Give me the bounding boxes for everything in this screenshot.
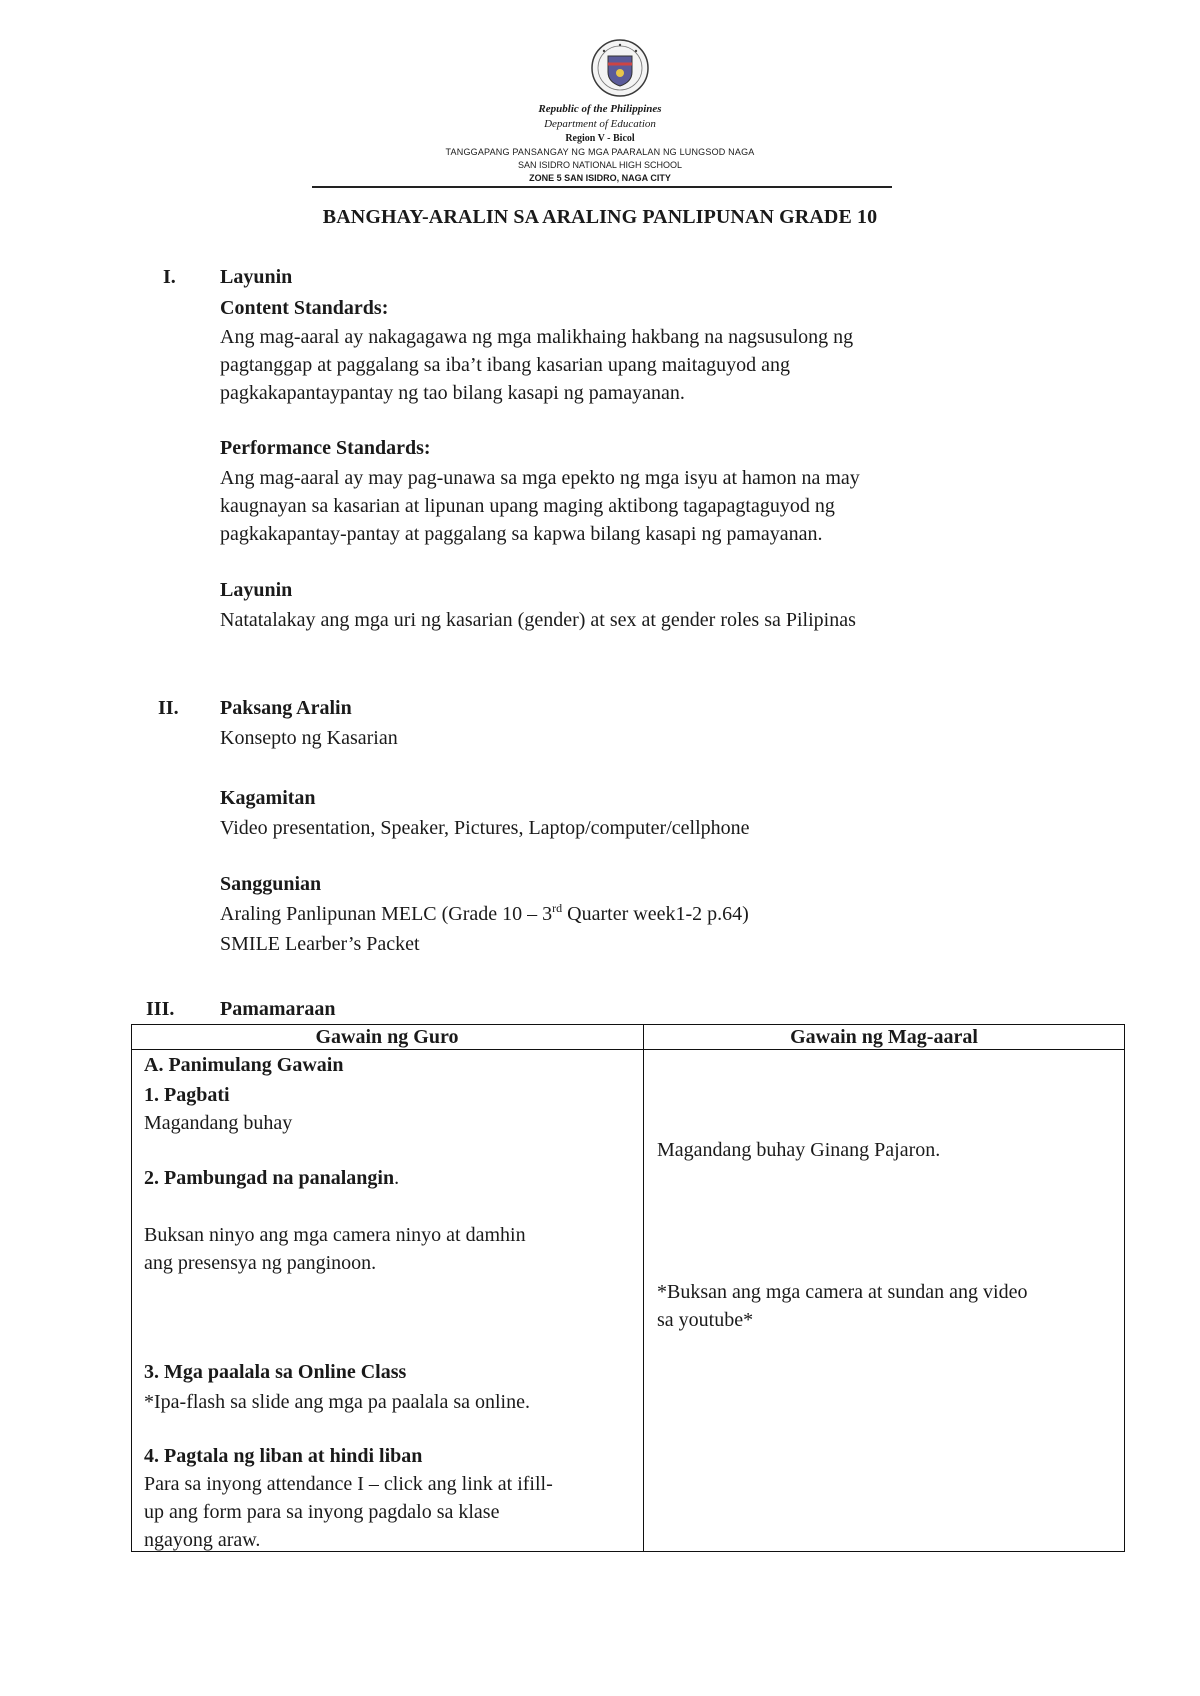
panalangin-heading: 2. Pambungad na panalangin (144, 1167, 395, 1189)
section-3-heading: Pamamaraan (220, 998, 336, 1020)
content-standards-label: Content Standards: (220, 297, 389, 319)
section-1-number: I. (163, 266, 176, 288)
pagtala-text-line: ngayong araw. (144, 1529, 261, 1551)
content-standards-line: Ang mag-aaral ay nakagagawa ng mga malikhaing hakbang na nagsusulong ng (220, 326, 854, 348)
pagtala-heading: 4. Pagtala ng liban at hindi liban (144, 1445, 423, 1467)
paalala-heading: 3. Mga paalala sa Online Class (144, 1361, 407, 1383)
sanggunian-label: Sanggunian (220, 873, 322, 895)
student-response-line: *Buksan ang mga camera at sundan ang video (657, 1281, 1028, 1303)
letterhead-department: Department of Education (544, 118, 656, 130)
pagtala-text-line: Para sa inyong attendance I – click ang link at ifill- (144, 1473, 553, 1495)
section-2-heading: Paksang Aralin (220, 697, 352, 719)
panalangin-text-line: Buksan ninyo ang mga camera ninyo at damhin (144, 1224, 526, 1246)
deped-seal-icon (590, 36, 650, 100)
sanggunian-text-before: Araling Panlipunan MELC (Grade 10 – 3 (220, 903, 553, 925)
letterhead-republic: Republic of the Philippines (538, 103, 662, 115)
paalala-text: *Ipa-flash sa slide ang mga pa paalala sa online. (144, 1391, 530, 1413)
paksa-topic: Konsepto ng Kasarian (220, 727, 398, 749)
letterhead-school: SAN ISIDRO NATIONAL HIGH SCHOOL (517, 160, 683, 170)
performance-standards-line: kaugnayan sa kasarian at lipunan upang maging aktibong tagapagtaguyod ng (220, 495, 835, 517)
table-column-divider (643, 1024, 644, 1552)
sanggunian-line (220, 901, 749, 925)
performance-standards-line: Ang mag-aaral ay may pag-unawa sa mga epekto ng mga isyu at hamon na may (220, 467, 860, 489)
section-3-number: III. (146, 998, 175, 1020)
panalangin-text-line: ang presensya ng panginoon. (144, 1252, 377, 1274)
student-response-greeting: Magandang buhay Ginang Pajaron. (657, 1139, 941, 1161)
kagamitan-label: Kagamitan (220, 787, 316, 809)
letterhead-region: Region V - Bicol (565, 133, 635, 144)
table-header-guro: Gawain ng Guro (315, 1026, 459, 1048)
content-standards-line: pagtanggap at paggalang sa iba’t ibang kasarian upang maitaguyod ang (220, 354, 790, 376)
content-standards-line: pagkakapantaypantay ng tao bilang kasapi ng pamayanan. (220, 382, 685, 404)
section-2-number: II. (158, 697, 179, 719)
layunin-text: Natatalakay ang mga uri ng kasarian (gender) at sex at gender roles sa Pilipinas (220, 609, 856, 631)
panimulang-gawain-heading: A. Panimulang Gawain (144, 1054, 344, 1076)
performance-standards-line: pagkakapantay-pantay at paggalang sa kapwa bilang kasapi ng pamayanan. (220, 523, 823, 545)
sanggunian-text-after: Quarter week1-2 p.64) (562, 903, 749, 925)
sanggunian-superscript: rd (552, 901, 563, 915)
pagtala-text-line: up ang form para sa inyong pagdalo sa klase (144, 1501, 500, 1523)
section-1-heading: Layunin (220, 266, 293, 288)
letterhead-divider (312, 186, 892, 188)
panalangin-period: . (394, 1167, 400, 1189)
table-header-mag-aaral: Gawain ng Mag-aaral (790, 1026, 978, 1048)
letterhead-office: TANGGAPANG PANSANGAY NG MGA PAARALAN NG LUNGSOD NAGA (445, 147, 755, 157)
kagamitan-text: Video presentation, Speaker, Pictures, Laptop/computer/cellphone (220, 817, 750, 839)
pagbati-text: Magandang buhay (144, 1112, 293, 1134)
table-header-divider (131, 1049, 1125, 1050)
pagbati-heading: 1. Pagbati (144, 1084, 230, 1106)
panalangin-line (144, 1168, 399, 1188)
sanggunian-line-2: SMILE Learber’s Packet (220, 933, 420, 955)
page-title: BANGHAY-ARALIN SA ARALING PANLIPUNAN GRADE 10 (322, 206, 878, 228)
layunin-label: Layunin (220, 579, 293, 601)
letterhead-address: ZONE 5 SAN ISIDRO, NAGA CITY (529, 173, 671, 183)
student-response-line: sa youtube* (657, 1309, 754, 1331)
performance-standards-label: Performance Standards: (220, 437, 431, 459)
